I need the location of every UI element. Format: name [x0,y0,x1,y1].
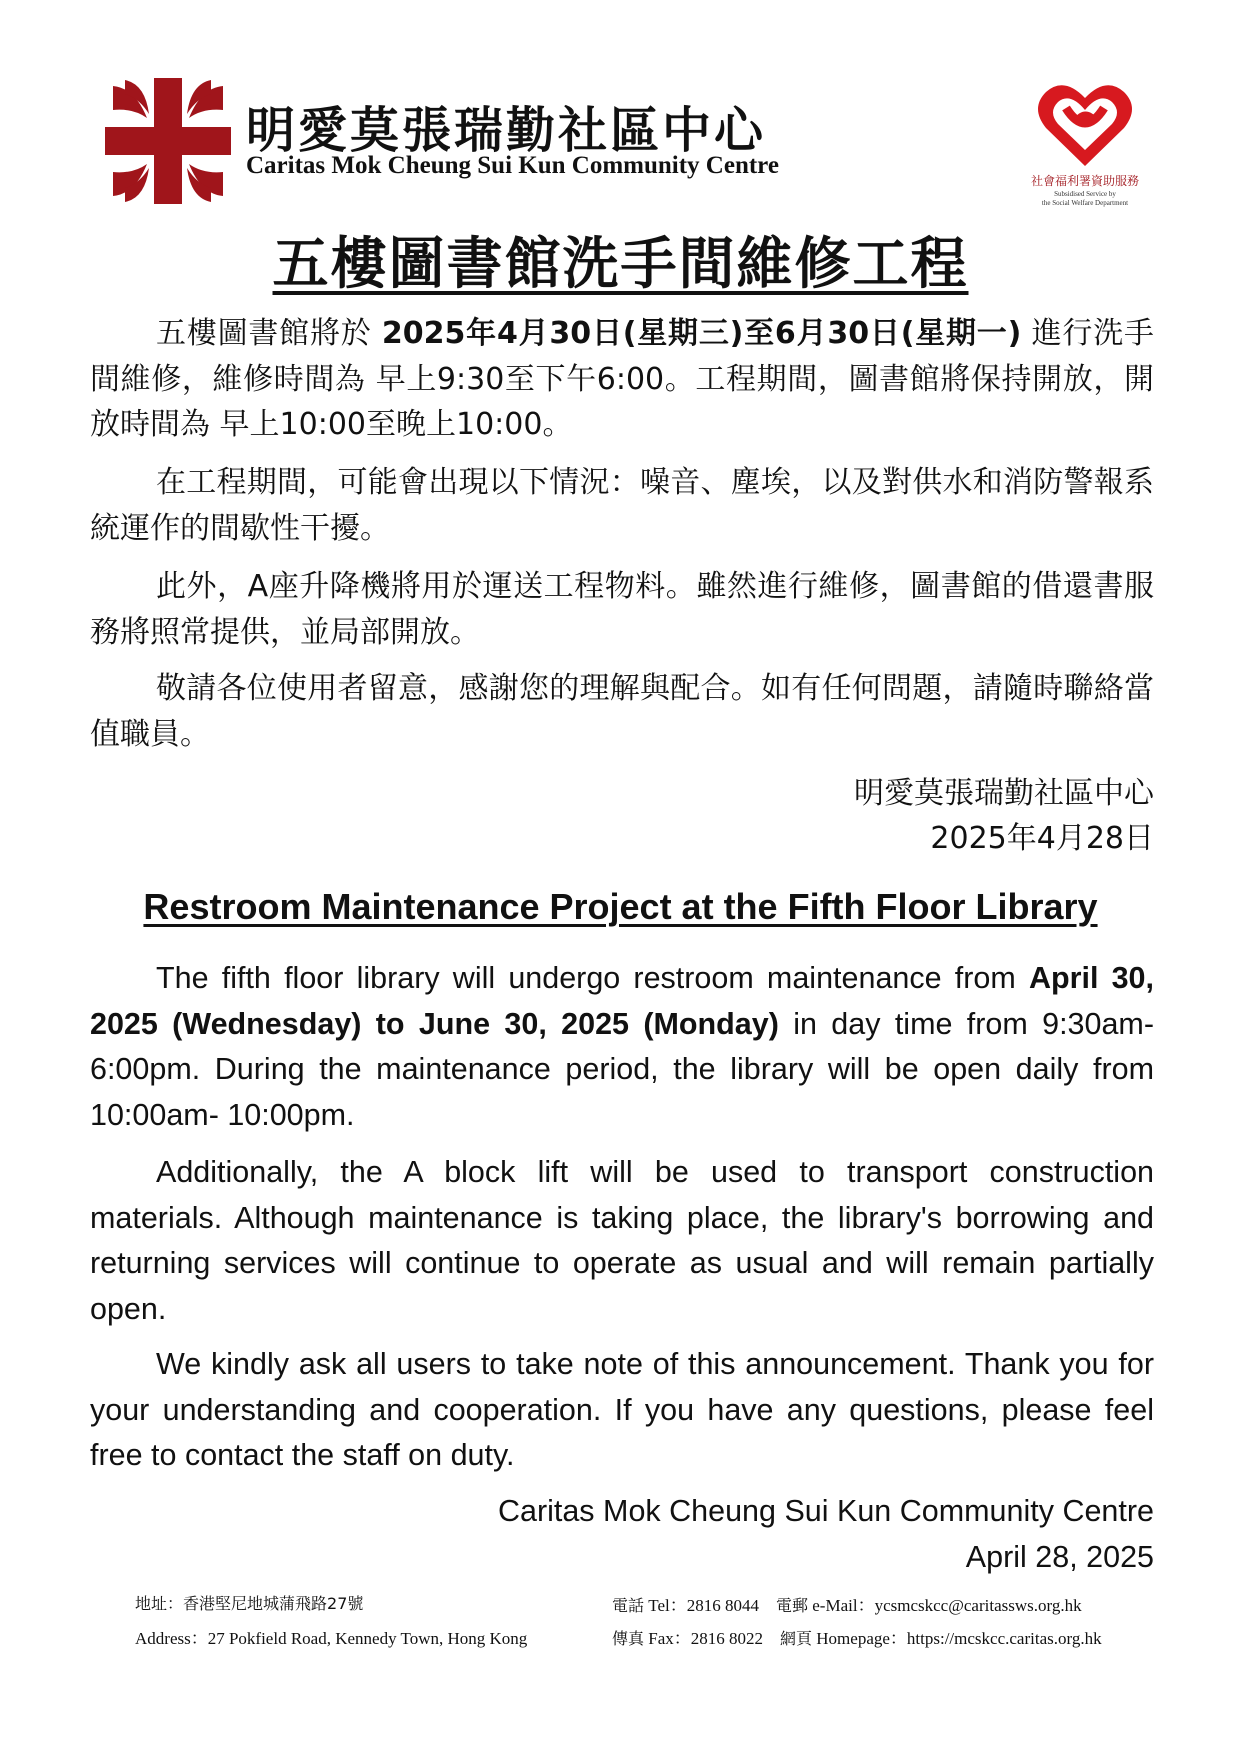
notice-title-zh [0,220,1241,300]
homepage-link[interactable]: https://mcskcc.caritas.org.hk [906,1629,1102,1648]
address-en-label: Address： [135,1629,208,1648]
org-name-zh: 明愛莫張瑞勤社區中心 [246,101,767,159]
swd-label-en-line2: the Social Welfare Department [1041,199,1129,207]
footer-tel-email [612,1591,1082,1616]
zh-p1-part-c: 進行洗手間維修，維修時間為 早上9:30至下午6:00。工程期間，圖書館將保持開放，開放時間為 早上10:00至晚上10:00。 [90,316,1154,442]
web-label-en: Homepage： [816,1629,907,1648]
en-paragraph-thanks: We kindly ask all users to take note of this announcement. Thank you for your understanding and cooperation. If you have any questions, please feel free to contact the staff on duty. [90,1347,1154,1472]
address-zh-label: 地址： [135,1594,184,1613]
en-p1-dates: April 30, 2025 (Wednesday) to June 30, 2025 (Monday) [90,961,1154,1041]
en-signature-date: April 28, 2025 [965,1540,1154,1574]
zh-p1-part-a: 五樓圖書館將於 [156,316,382,351]
zh-signature-org: 明愛莫張瑞勤社區中心 [854,776,1154,811]
tel-value: 2816 8044 [686,1596,759,1615]
footer-address-zh [135,1591,363,1614]
notice-title-zh-text: 五樓圖書館洗手間維修工程 [272,232,969,297]
heart-ribbon-icon [1036,78,1134,170]
footer-fax-web [612,1624,1102,1649]
tel-label-zh: 電話 [612,1596,645,1615]
zh-paragraph-lift: 此外，A座升降機將用於運送工程物料。雖然進行維修，圖書館的借還書服務將照常提供，並局部開放。 [90,569,1154,650]
en-p1-part-c: in day time from 9:30am- 6:00pm. During the maintenance period, the library will be open daily from 10:00am- 10:00pm. [90,1006,1154,1132]
zh-p1-dates: 2025年4月30日(星期三)至6月30日(星期一) [381,316,1022,351]
zh-paragraph-schedule [90,311,1154,448]
email-label-zh: 電郵 [775,1596,808,1615]
address-zh-value: 香港堅尼地城蒲飛路27號 [183,1594,364,1613]
en-paragraph-lift: Additionally, the A block lift will be used to transport construction materials. Although maintenance is taking place, the library's borrowing and returning services will continue to operate as usual and will remain partially open. [90,1155,1154,1326]
address-en-value: 27 Pokfield Road, Kennedy Town, Hong Kong [207,1629,528,1648]
en-p1-part-a: The fifth floor library will undergo restroom maintenance from [156,961,1029,995]
zh-paragraph-thanks: 敬請各位使用者留意，感謝您的理解與配合。如有任何問題，請隨時聯絡當值職員。 [90,671,1154,752]
caritas-cross-icon [105,78,231,204]
web-label-zh: 網頁 [780,1629,813,1648]
en-signature-org: Caritas Mok Cheung Sui Kun Community Centre [497,1494,1154,1528]
notice-title-en-text: Restroom Maintenance Project at the Fifth Floor Library [143,886,1098,927]
fax-label-zh: 傳真 [612,1629,645,1648]
swd-label-en-line1: Subsidised Service by [1054,190,1116,198]
email-label-en: e-Mail： [812,1596,875,1615]
org-name-en: Caritas Mok Cheung Sui Kun Community Centre [246,152,779,179]
tel-label-en: Tel： [648,1596,687,1615]
en-paragraph-schedule [90,956,1154,1138]
email-link[interactable]: ycsmcskcc@caritassws.org.hk [874,1596,1082,1615]
footer-address-en [135,1624,527,1649]
fax-label-en: Fax： [648,1629,691,1648]
swd-label-zh: 社會福利署資助服務 [1030,174,1139,188]
notice-title-en [0,886,1241,928]
fax-value: 2816 8022 [690,1629,764,1648]
zh-paragraph-disturbance: 在工程期間，可能會出現以下情況：噪音、塵埃，以及對供水和消防警報系統運作的間歇性干擾。 [90,465,1154,546]
zh-signature-date: 2025年4月28日 [930,821,1154,856]
